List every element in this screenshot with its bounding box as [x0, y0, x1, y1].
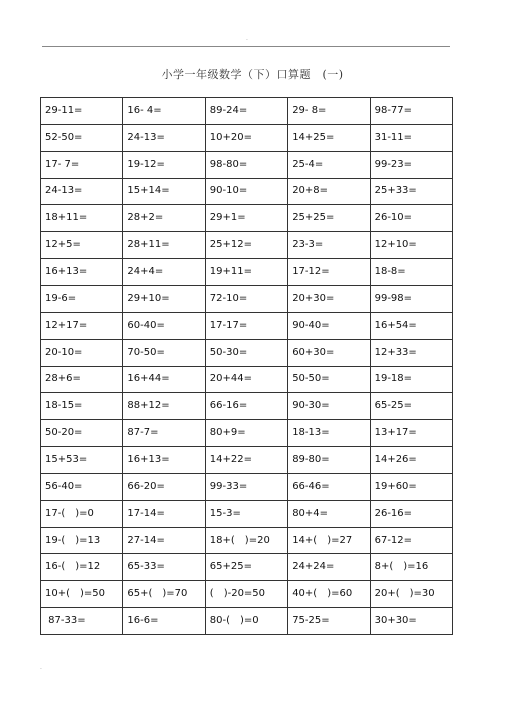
- problem-cell: 20+30=: [288, 286, 370, 313]
- problem-cell: 12+5=: [41, 232, 123, 259]
- problem-cell: 89-24=: [206, 98, 288, 125]
- problem-cell: 65+25=: [206, 554, 288, 581]
- problem-cell: 13+17=: [371, 420, 453, 447]
- problem-cell: 87-33=: [41, 608, 123, 635]
- problem-cell: 10+( )=50: [41, 581, 123, 608]
- problem-cell: 70-50=: [123, 340, 205, 367]
- problem-cell: 29+1=: [206, 205, 288, 232]
- problem-cell: 16-( )=12: [41, 554, 123, 581]
- problem-cell: 52-50=: [41, 125, 123, 152]
- problem-cell: 80+9=: [206, 420, 288, 447]
- problem-cell: 20+8=: [288, 179, 370, 206]
- problem-cell: 24+24=: [288, 554, 370, 581]
- problem-cell: 25+25=: [288, 205, 370, 232]
- problem-cell: 56-40=: [41, 474, 123, 501]
- problem-cell: 16- 4=: [123, 98, 205, 125]
- problem-cell: ( )-20=50: [206, 581, 288, 608]
- problem-cell: 67-12=: [371, 528, 453, 555]
- problem-cell: 65-25=: [371, 393, 453, 420]
- problem-cell: 50-30=: [206, 340, 288, 367]
- problem-cell: 17-( )=0: [41, 501, 123, 528]
- problem-cell: 20+44=: [206, 367, 288, 394]
- problem-cell: 15-3=: [206, 501, 288, 528]
- problem-cell: 29-11=: [41, 98, 123, 125]
- problem-cell: 90-10=: [206, 179, 288, 206]
- problem-cell: 29- 8=: [288, 98, 370, 125]
- problem-cell: 66-16=: [206, 393, 288, 420]
- page-title: 小学一年级数学（下）口算题 (一): [161, 68, 344, 81]
- problem-cell: 60-40=: [123, 313, 205, 340]
- problem-cell: 25-4=: [288, 152, 370, 179]
- problem-cell: 18+( )=20: [206, 528, 288, 555]
- problem-cell: 19-6=: [41, 286, 123, 313]
- problem-cell: 19+60=: [371, 474, 453, 501]
- problem-cell: 27-14=: [123, 528, 205, 555]
- problem-cell: 12+17=: [41, 313, 123, 340]
- problem-cell: 31-11=: [371, 125, 453, 152]
- problem-cell: 17-12=: [288, 259, 370, 286]
- problem-cell: 14+22=: [206, 447, 288, 474]
- header-mark: .: [246, 35, 248, 42]
- problem-cell: 75-25=: [288, 608, 370, 635]
- problem-cell: 12+10=: [371, 232, 453, 259]
- problem-cell: 19+11=: [206, 259, 288, 286]
- problem-cell: 28+6=: [41, 367, 123, 394]
- problem-cell: 18-15=: [41, 393, 123, 420]
- problem-cell: 28+2=: [123, 205, 205, 232]
- problem-cell: 30+30=: [371, 608, 453, 635]
- problem-cell: 20+( )=30: [371, 581, 453, 608]
- problem-cell: 15+14=: [123, 179, 205, 206]
- problem-cell: 50-20=: [41, 420, 123, 447]
- problem-cell: 60+30=: [288, 340, 370, 367]
- problem-cell: 25+33=: [371, 179, 453, 206]
- problem-cell: 65-33=: [123, 554, 205, 581]
- problem-cell: 17-14=: [123, 501, 205, 528]
- problem-cell: 29+10=: [123, 286, 205, 313]
- header-rule: [42, 46, 450, 47]
- problem-cell: 17- 7=: [41, 152, 123, 179]
- problem-cell: 66-46=: [288, 474, 370, 501]
- problem-cell: 16+13=: [41, 259, 123, 286]
- problem-cell: 28+11=: [123, 232, 205, 259]
- problem-cell: 19-( )=13: [41, 528, 123, 555]
- problem-cell: 19-18=: [371, 367, 453, 394]
- problem-cell: 98-77=: [371, 98, 453, 125]
- problem-cell: 24-13=: [123, 125, 205, 152]
- problem-cell: 18-13=: [288, 420, 370, 447]
- problem-cell: 19-12=: [123, 152, 205, 179]
- problem-cell: 26-10=: [371, 205, 453, 232]
- problem-cell: 25+12=: [206, 232, 288, 259]
- problem-cell: 66-20=: [123, 474, 205, 501]
- problem-cell: 80-( )=0: [206, 608, 288, 635]
- problem-cell: 99-33=: [206, 474, 288, 501]
- problem-cell: 8+( )=16: [371, 554, 453, 581]
- problem-cell: 89-80=: [288, 447, 370, 474]
- problem-cell: 20-10=: [41, 340, 123, 367]
- problem-cell: 90-30=: [288, 393, 370, 420]
- problem-cell: 14+25=: [288, 125, 370, 152]
- problem-cell: 24-13=: [41, 179, 123, 206]
- problem-cell: 18+11=: [41, 205, 123, 232]
- problem-cell: 72-10=: [206, 286, 288, 313]
- problem-cell: 10+20=: [206, 125, 288, 152]
- problem-cell: 65+( )=70: [123, 581, 205, 608]
- problem-cell: 90-40=: [288, 313, 370, 340]
- problem-cell: 15+53=: [41, 447, 123, 474]
- problem-cell: 88+12=: [123, 393, 205, 420]
- problem-cell: 87-7=: [123, 420, 205, 447]
- problem-cell: 99-23=: [371, 152, 453, 179]
- problem-cell: 80+4=: [288, 501, 370, 528]
- problem-cell: 26-16=: [371, 501, 453, 528]
- problem-cell: 23-3=: [288, 232, 370, 259]
- problem-cell: 16+54=: [371, 313, 453, 340]
- problem-cell: 12+33=: [371, 340, 453, 367]
- problem-grid: [40, 97, 453, 635]
- problem-cell: 16-6=: [123, 608, 205, 635]
- problem-cell: 99-98=: [371, 286, 453, 313]
- problem-cell: 24+4=: [123, 259, 205, 286]
- footer-mark: .: [40, 664, 42, 671]
- problem-cell: 14+26=: [371, 447, 453, 474]
- problem-cell: 40+( )=60: [288, 581, 370, 608]
- problem-cell: 18-8=: [371, 259, 453, 286]
- problem-cell: 50-50=: [288, 367, 370, 394]
- problem-cell: 14+( )=27: [288, 528, 370, 555]
- problem-cell: 16+13=: [123, 447, 205, 474]
- problem-cell: 17-17=: [206, 313, 288, 340]
- problem-cell: 98-80=: [206, 152, 288, 179]
- problem-cell: 16+44=: [123, 367, 205, 394]
